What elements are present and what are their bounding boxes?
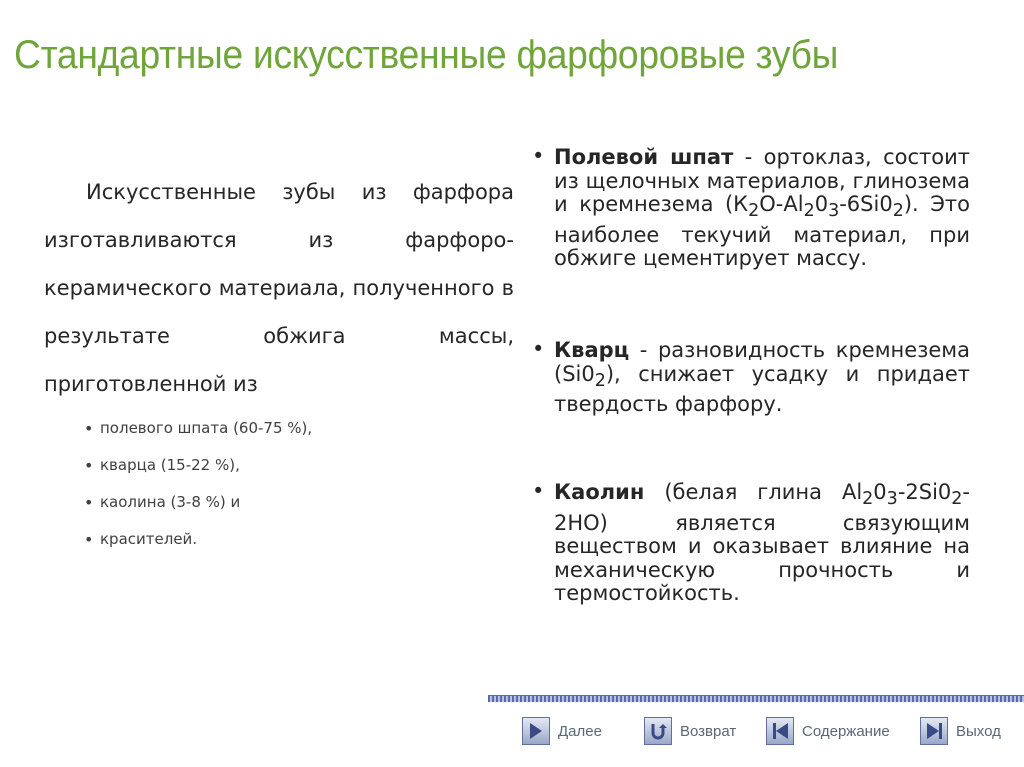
term-feldspar: Полевой шпат: [554, 145, 734, 169]
exit-button[interactable]: [920, 716, 1001, 746]
skip-forward-icon: [920, 717, 948, 745]
bullet-icon: •: [84, 530, 94, 549]
bullet-icon: •: [532, 144, 545, 168]
play-forward-icon: [522, 717, 550, 745]
list-item: • полевого шпата (60-75 %),: [44, 410, 514, 447]
intro-paragraph: Искусственные зубы из фарфора изготавливаются из фарфоро-керамического материала, полученного в результате обжига массы, приготовленной из: [44, 180, 514, 396]
exit-label: Выход: [956, 722, 1001, 740]
next-button[interactable]: [522, 716, 602, 746]
next-label: Далее: [558, 722, 602, 740]
slide-title: Стандартные искусственные фарфоровые зубы: [14, 33, 839, 77]
back-button[interactable]: [644, 716, 736, 746]
back-label: Возврат: [680, 722, 737, 740]
bullet-icon: •: [532, 479, 545, 503]
contents-button[interactable]: [766, 716, 890, 746]
list-item: • красителей.: [44, 521, 514, 558]
term-kaolin: Каолин: [554, 480, 645, 504]
detail-kaolin: • Каолин (белая глина $Al_20_3-2Si0_2-2НО$) является связующим веществом и оказывает влияние на механическую прочность и термостойкость.: [532, 479, 970, 606]
detail-quartz: • Кварц - разновидность кремнезема $(Si0_2)$, снижает усадку и придает твердость фарфору.: [532, 337, 970, 417]
nav-divider: [488, 695, 1024, 702]
contents-label: Содержание: [802, 722, 890, 740]
return-icon: [644, 717, 672, 745]
bullet-icon: •: [532, 337, 545, 361]
list-item: • каолина (3-8 %) и: [44, 484, 514, 521]
bullet-icon: •: [84, 493, 94, 512]
intro-block: [44, 168, 514, 558]
term-quartz: Кварц: [554, 338, 630, 362]
details-block: [530, 0, 970, 767]
components-list: [44, 410, 514, 558]
bullet-icon: •: [84, 456, 94, 475]
list-item: • кварца (15-22 %),: [44, 447, 514, 484]
skip-back-icon: [766, 717, 794, 745]
bullet-icon: •: [84, 419, 94, 438]
detail-feldspar: • Полевой шпат - ортоклаз, состоит из щелочных материалов, глинозема и кремнезема $(К_2О-Al_20_3-6Si0_2)$. Это наиболее текучий материал, при обжиге цементирует массу.: [532, 144, 971, 271]
